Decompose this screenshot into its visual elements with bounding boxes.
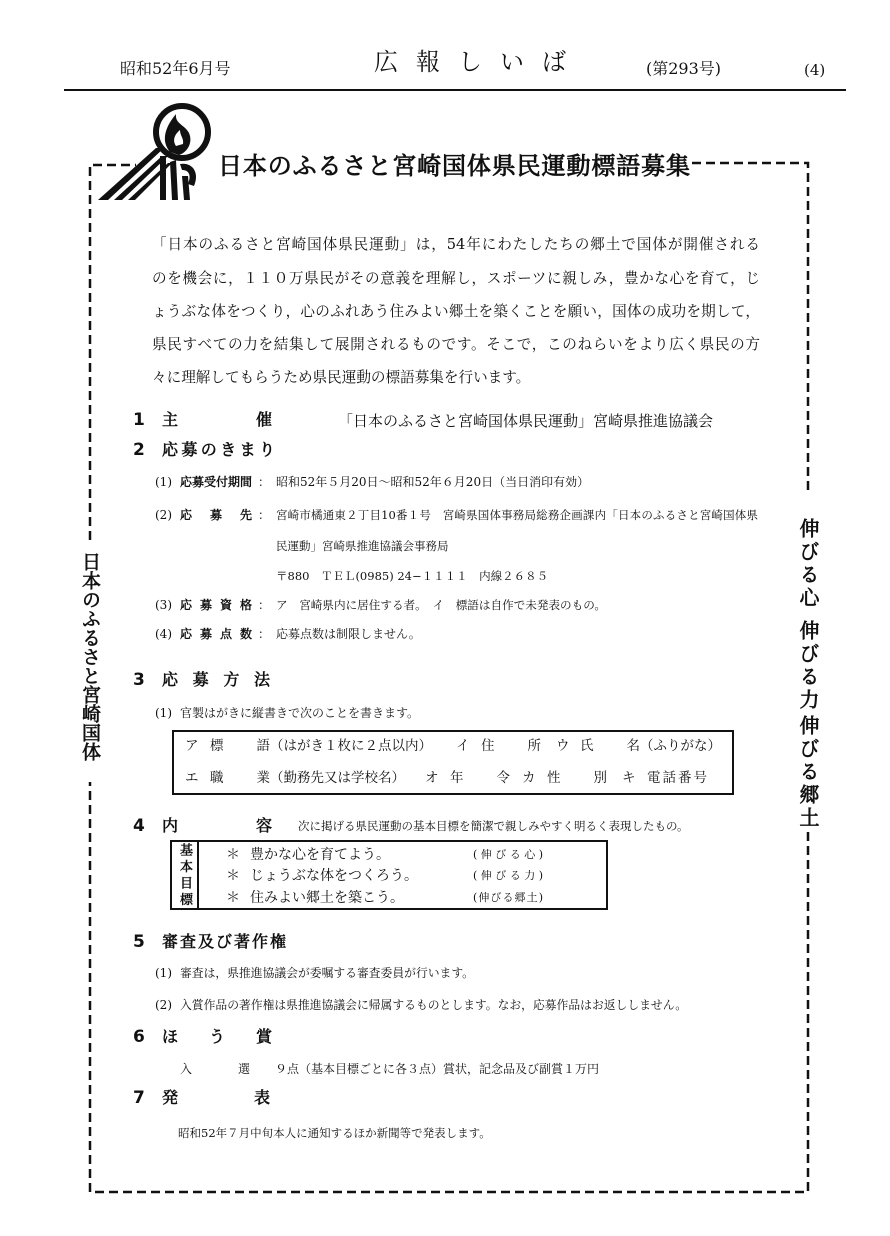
item-text: 昭和52年５月20日～昭和52年６月20日（当日消印有効） [276, 475, 590, 489]
announcement-text: 昭和52年７月中旬本人に通知するほか新聞等で発表します。 [178, 1126, 491, 1140]
article-title: 日本のふるさと宮崎国体県民運動標語募集 [218, 152, 690, 180]
item-label-count: 応募点数 [180, 627, 252, 641]
item-text: ア 宮崎県内に居住する者。 イ 標語は自作で未発表のもの。 [276, 598, 606, 612]
field-mark: オ [425, 770, 439, 786]
field-label-phone: 電話番号 [647, 770, 707, 786]
organizer-text: 「日本のふるさと宮崎国体県民運動」宮崎県推進協議会 [338, 412, 714, 430]
section-label-organizer: 主催 [162, 410, 272, 429]
goals-box-label: 基本目標 [177, 843, 192, 909]
item-text: 官製はがきに縦書きで次のことを書きます。 [180, 706, 420, 720]
item-text: 審査は，県推進協議会が委嘱する審査委員が行います。 [180, 966, 474, 980]
goal-bullet: ＊ [226, 847, 240, 863]
item-colon: ： [258, 627, 271, 641]
section-label-rules: 応募のきまり [162, 440, 275, 459]
section-label-content: 内容 [162, 816, 272, 835]
content-description: 次に掲げる県民運動の基本目標を簡潔で親しみやすく明るく表現したもの。 [298, 819, 689, 833]
item-text: 応募点数は制限しません。 [276, 627, 421, 641]
item-colon: ： [258, 508, 271, 522]
section-label-method: 応募方法 [162, 670, 270, 689]
slogan-strength: 伸びる力 [796, 620, 820, 712]
section-label-announcement: 発表 [162, 1088, 270, 1107]
item-mark: (2) [155, 508, 172, 522]
section-number: 7 [133, 1088, 145, 1108]
field-label-occupation: 職業 [210, 770, 270, 786]
award-text: ９点（基本目標ごとに各３点）賞状，記念品及び副賞１万円 [275, 1062, 600, 1076]
intro-line: 々に理解してもらうため県民運動の標語募集を行います。 [152, 369, 531, 386]
item-text: 宮崎市橘通東２丁目10番１号 宮崎県国体事務局総務企画課内「日本のふるさと宮崎国体県 [276, 508, 758, 522]
goal-tag: (伸びる力) [473, 869, 543, 882]
slogan-heart: 伸びる心 [796, 518, 820, 610]
item-label-period: 応募受付期間 [180, 475, 252, 489]
kokutai-torch-logo-icon [96, 100, 216, 204]
field-label-age: 年令 [450, 770, 510, 786]
section-label-review: 審査及び著作権 [162, 932, 289, 951]
item-mark: (3) [155, 598, 172, 612]
field-mark: カ [522, 770, 536, 786]
item-mark: (4) [155, 627, 172, 641]
item-mark: (1) [155, 966, 172, 980]
item-label-destination: 応募先 [180, 508, 252, 522]
field-label-address: 住所 [481, 738, 541, 754]
item-colon: ： [258, 598, 271, 612]
intro-line: のを機会に，１１０万県民がその意義を理解し，スポーツに親しみ，豊かな心を育て，じ [152, 270, 760, 287]
goal-tag: (伸びる郷土) [473, 891, 543, 904]
field-note: （はがき１枚に２点以内） [270, 738, 432, 754]
item-text: 民運動」宮崎県推進協議会事務局 [276, 539, 449, 553]
intro-line: 県民すべての力を結集して展開されるものです。そこで，このねらいをより広く県民の方 [152, 336, 760, 353]
field-mark: ア [185, 738, 199, 754]
newsletter-title: 広報しいば [374, 48, 584, 76]
goal-text: 豊かな心を育てよう。 [250, 847, 390, 863]
goal-bullet: ＊ [226, 868, 240, 884]
page-number: (4) [804, 61, 826, 79]
field-label-sex: 性別 [547, 770, 607, 786]
item-mark: (2) [155, 998, 172, 1012]
item-mark: (1) [155, 706, 172, 720]
goal-text: 住みよい郷土を築こう。 [250, 890, 404, 906]
intro-line: ょうぶな体をつくり，心のふれあう住みよい郷土を築くことを願い，国体の成功を期して， [152, 303, 760, 320]
issue-date: 昭和52年6月号 [120, 59, 231, 78]
frame-right-top [692, 163, 808, 492]
goal-bullet: ＊ [226, 890, 240, 906]
field-label-slogan: 標語 [210, 738, 270, 754]
section-number: 1 [133, 410, 145, 430]
field-mark: イ [456, 738, 470, 754]
item-mark: (1) [155, 475, 172, 489]
issue-number: (第293号) [646, 59, 722, 78]
field-note: （ふりがな） [640, 738, 721, 754]
side-title-left: 日本のふるさと宮崎国体 [79, 552, 101, 761]
item-colon: ： [258, 475, 271, 489]
item-text: 〒880 ＴＥＬ(0985) 24−１１１１ 内線２６８５ [276, 569, 549, 583]
section-number: 4 [133, 816, 145, 836]
field-label-name: 氏名 [580, 738, 640, 754]
field-mark: エ [185, 770, 199, 786]
goal-tag: (伸びる心) [473, 848, 543, 861]
intro-line: 「日本のふるさと宮崎国体県民運動」は，54年にわたしたちの郷土で国体が開催される [152, 236, 760, 253]
goal-text: じょうぶな体をつくろう。 [250, 868, 418, 884]
goals-box-divider [197, 840, 199, 910]
slogan-homeland: 伸びる郷土 [796, 715, 820, 830]
field-mark: キ [622, 770, 636, 786]
section-number: 3 [133, 670, 145, 690]
section-number: 6 [133, 1027, 145, 1047]
field-mark: ウ [556, 738, 570, 754]
item-label-eligibility: 応募資格 [180, 598, 252, 612]
section-number: 5 [133, 932, 145, 952]
award-label: 入選 [180, 1062, 250, 1076]
frame-left-top [90, 165, 136, 540]
header-rule [64, 89, 846, 91]
field-note: （勤務先又は学校名） [270, 770, 405, 786]
item-text: 入賞作品の著作権は県推進協議会に帰属するものとします。なお，応募作品はお返ししません。 [180, 998, 688, 1012]
section-number: 2 [133, 440, 145, 460]
section-label-prize: ほう賞 [162, 1027, 272, 1046]
